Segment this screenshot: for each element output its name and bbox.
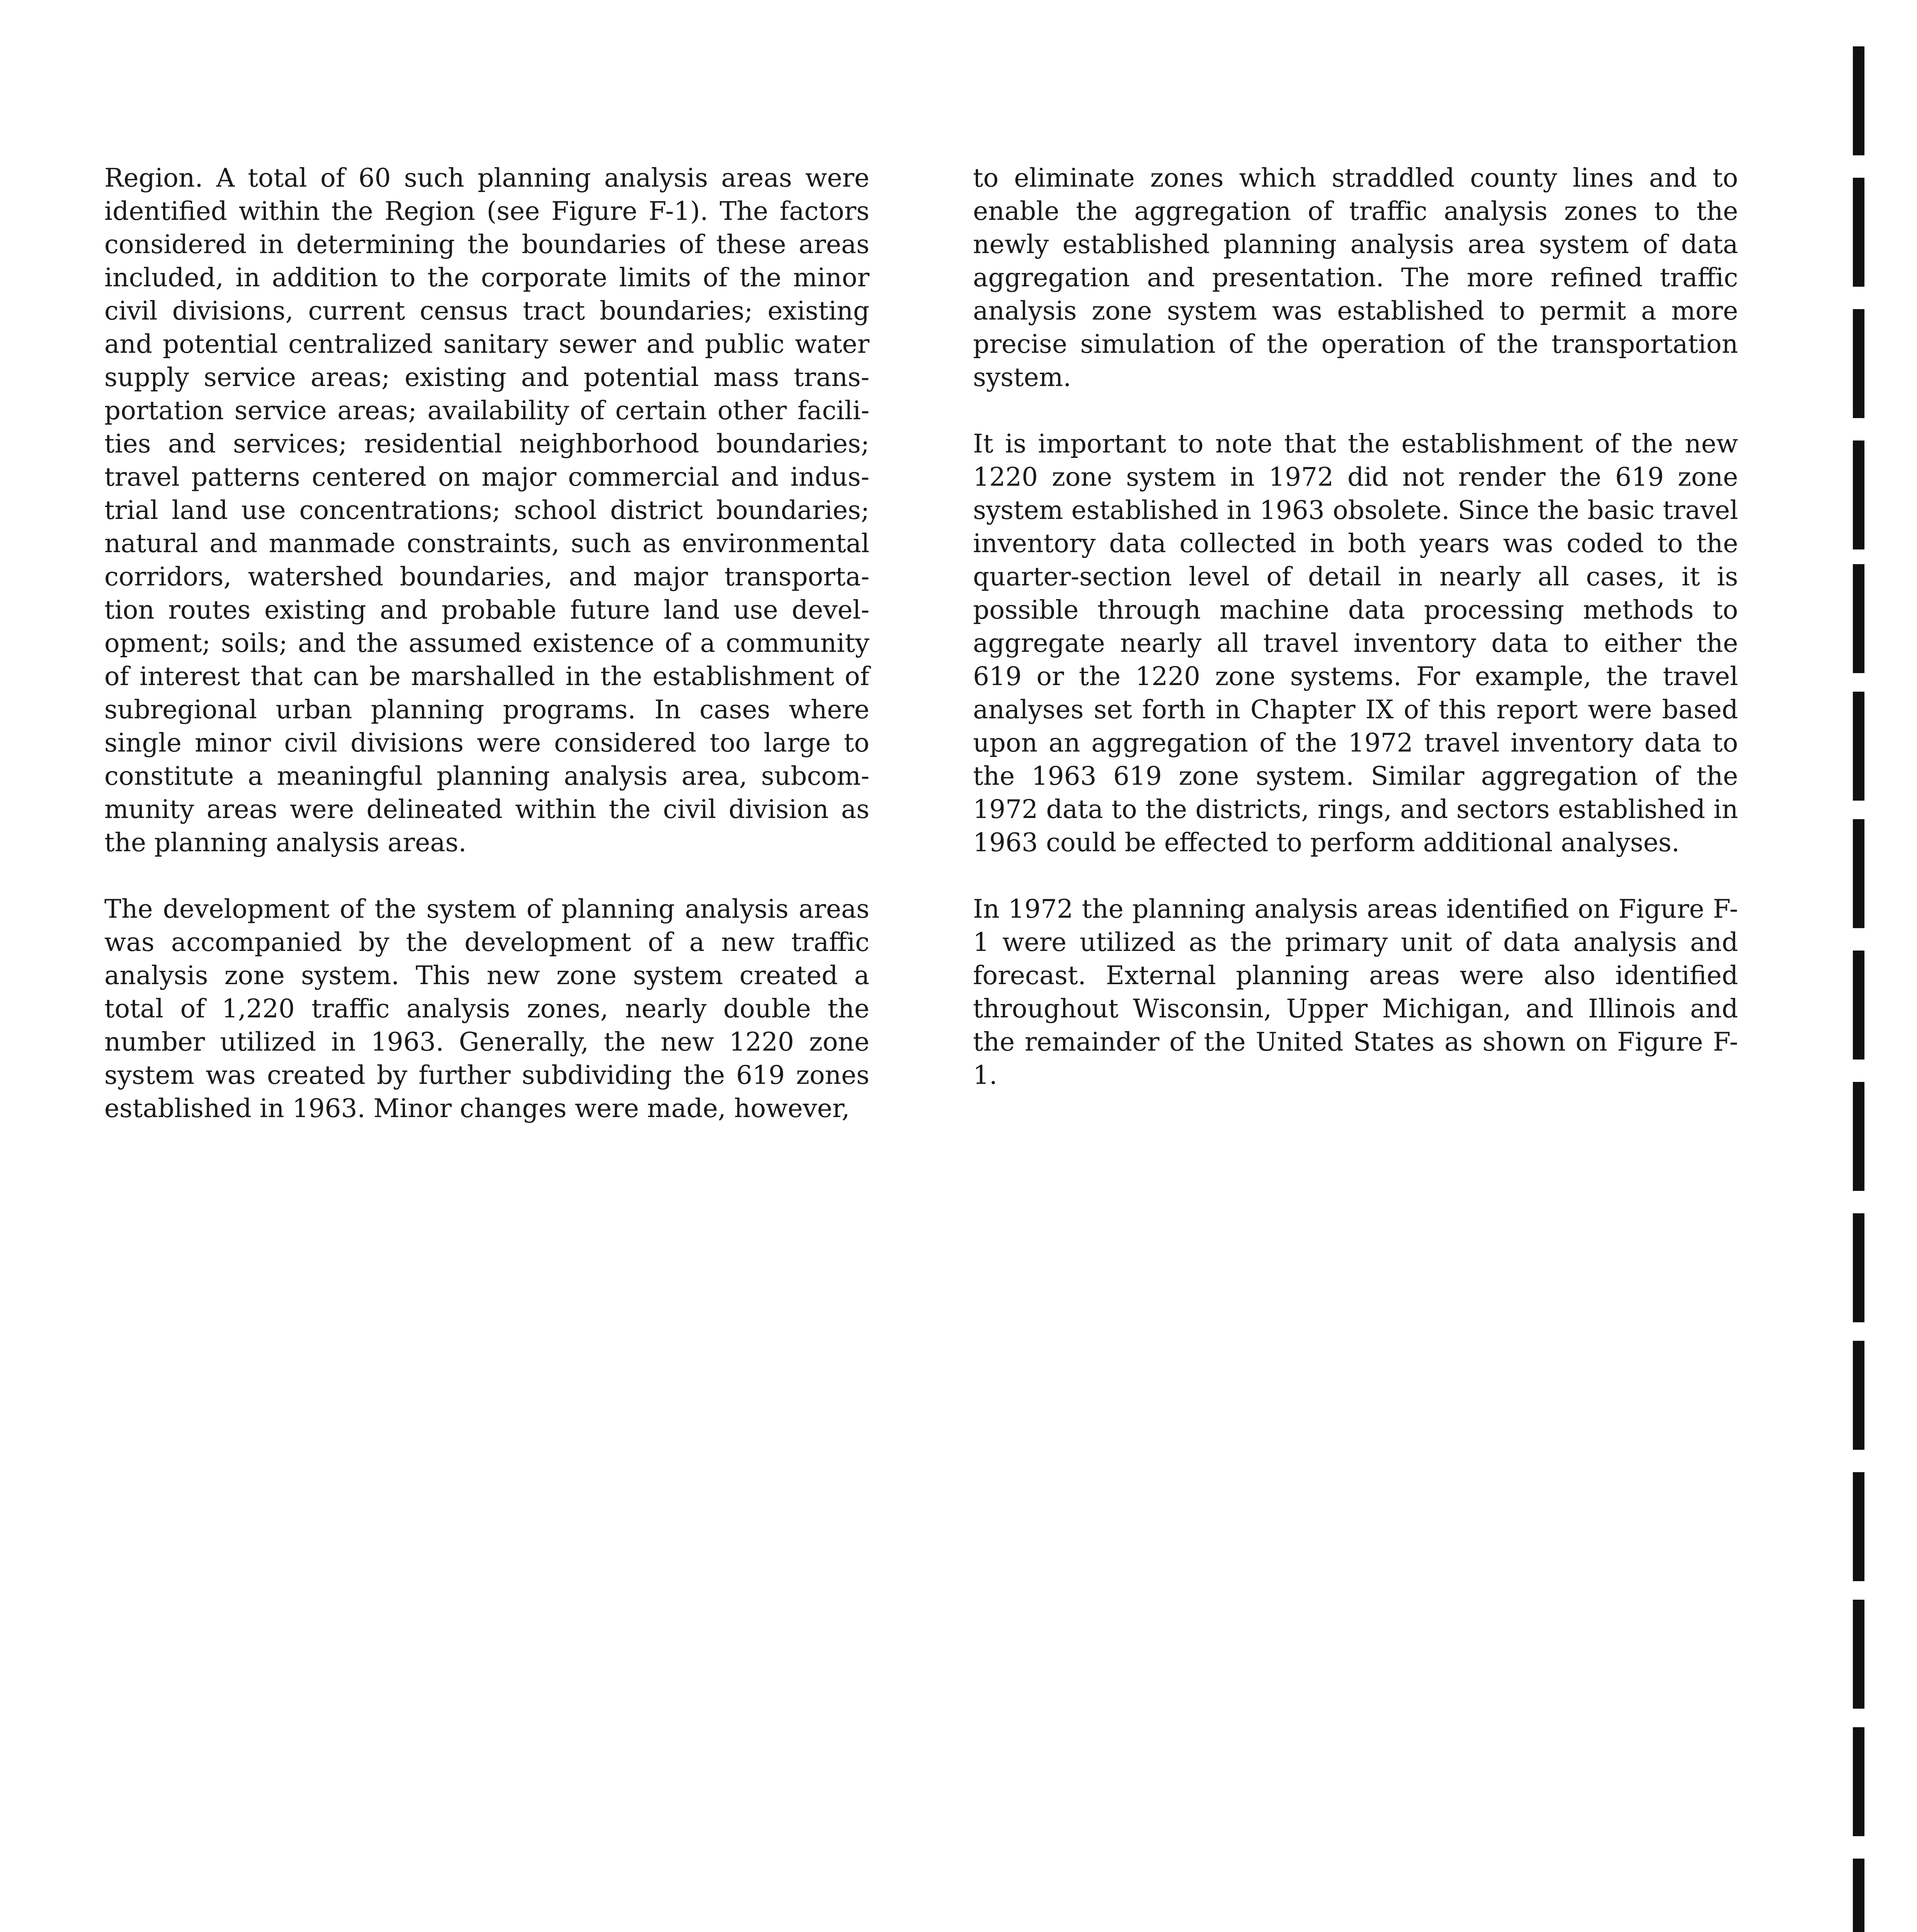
binding-mark (1853, 1472, 1864, 1581)
paragraph: to eliminate zones which straddled county lines and to enable the aggregation of traffic analysis zones to the newly established planning analysis area system of data aggregation and presentation. The more refined traffic analysis zone system was established to permit a more precise simulation of the operation of the transportation system. (973, 163, 1738, 392)
binding-mark (1853, 1082, 1864, 1191)
paragraph: The development of the system of planning analysis areas was accompanied by the development of a new traffic analysis zone system. This new zone system created a total of 1,220 traffic analysis zones, nearly double the number utilized in 1963. Generally, the new 1220 zone system was created by further subdividing the 619 zones established in 1963. Minor changes were made, however, (104, 894, 869, 1123)
binding-mark (1853, 1600, 1864, 1709)
binding-mark (1853, 1859, 1864, 1932)
binding-marks (1853, 0, 1868, 1932)
paragraph: In 1972 the planning analysis areas identified on Figure F-1 were utilized as the primary unit of data analysis and forecast. External planning areas were also identified throughout Wisconsin, Upper Michigan, and Illinois and the remainder of the United States as shown on Figure F-1. (973, 894, 1738, 1090)
binding-mark (1853, 1341, 1864, 1450)
binding-mark (1853, 309, 1864, 418)
paragraph: Region. A total of 60 such planning analysis areas were identified within the Region (see Figure F-1). The factors considered in determining the boundaries of these areas included, in addition to the corporate limits of the minor civil divisions, current census tract boundaries; existing and potential centralized sanitary sewer and public water supply service areas; existing and potential mass transportation service areas; availability of certain other facilities and services; residential neighborhood boundaries; travel patterns centered on major commercial and industrial land use concentrations; school district boundaries; natural and manmade constraints, such as environmental corridors, watershed boundaries, and major transportation routes existing and probable future land use development; soils; and the assumed existence of a community of interest that can be marshalled in the establishment of subregional urban planning programs. In cases where single minor civil divisions were considered too large to constitute a meaningful planning analysis area, subcommunity areas were delineated within the civil division as the planning analysis areas. (104, 163, 869, 857)
binding-mark (1853, 692, 1864, 801)
binding-mark (1853, 564, 1864, 673)
binding-mark (1853, 1213, 1864, 1322)
binding-mark (1853, 440, 1864, 549)
right-text-column (973, 162, 1738, 1125)
binding-mark (1853, 178, 1864, 287)
binding-mark (1853, 1727, 1864, 1836)
paragraph: It is important to note that the establishment of the new 1220 zone system in 1972 did not render the 619 zone system established in 1963 obsolete. Since the basic travel inventory data collected in both years was coded to the quarter-section level of detail in nearly all cases, it is possible through machine data processing methods to aggregate nearly all travel inventory data to either the 619 or the 1220 zone systems. For example, the travel analyses set forth in Chapter IX of this report were based upon an aggregation of the 1972 travel inventory data to the 1963 619 zone system. Similar aggregation of the 1972 data to the districts, rings, and sectors established in 1963 could be effected to perform additional analyses. (973, 429, 1738, 857)
left-text-column (104, 162, 869, 1158)
binding-mark (1853, 46, 1864, 155)
binding-mark (1853, 819, 1864, 928)
binding-mark (1853, 951, 1864, 1060)
